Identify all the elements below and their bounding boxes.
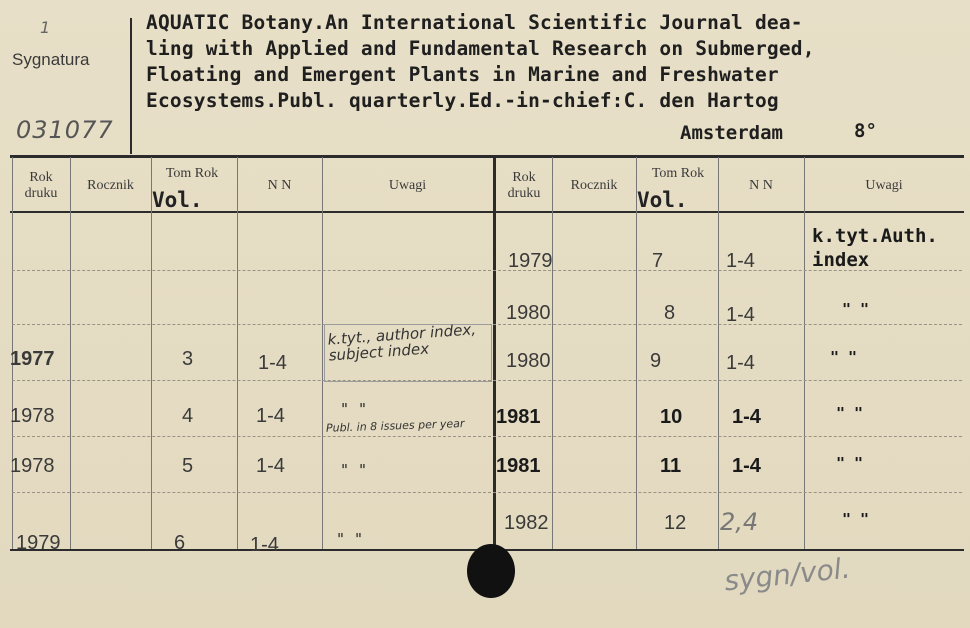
right-row-year: 1981 <box>496 406 541 428</box>
left-row-ditto: " " <box>340 400 368 418</box>
left-row-vol: 3 <box>182 348 194 370</box>
title-line-3: Floating and Emergent Plants in Marine and Freshwater <box>146 63 779 86</box>
right-row-nn: 1-4 <box>726 352 755 374</box>
col-divider <box>70 157 71 549</box>
row-guide <box>12 492 962 493</box>
header-tom-rok-right: Tom Rok <box>651 166 705 181</box>
right-row-year: 1980 <box>506 350 551 372</box>
header-tom-rok: Tom Rok <box>165 166 219 181</box>
header-vol-stamp: Vol. <box>152 188 203 212</box>
left-row-note: k.tyt., author index, subject index <box>327 320 477 365</box>
right-row-note: " " <box>842 510 870 528</box>
right-row-nn: 1-4 <box>732 406 761 428</box>
right-row-note: " " <box>836 454 864 472</box>
left-row-nn: 1-4 <box>250 534 279 556</box>
center-divider <box>493 157 496 549</box>
left-row-note: " " <box>340 461 368 479</box>
left-row-vol: 4 <box>182 405 194 427</box>
right-row-vol: 10 <box>660 406 683 428</box>
col-divider <box>552 157 553 549</box>
right-row-note: " " <box>836 404 864 422</box>
header-nn-right: N N <box>749 178 773 193</box>
header-rocznik-right: Rocznik <box>570 178 618 193</box>
left-row-year: 1978 <box>10 455 55 477</box>
header-uwagi-right: Uwagi <box>865 178 903 193</box>
title-line-1: AQUATIC Botany.An International Scientific Journal dea- <box>146 11 803 34</box>
left-row-nn: 1-4 <box>256 405 285 427</box>
right-row-note: " " <box>842 300 870 318</box>
title-line-4: Ecosystems.Publ. quarterly.Ed.-in-chief:C. den Hartog <box>146 89 779 112</box>
left-row-year: 1979 <box>16 532 61 554</box>
col-divider <box>804 157 805 549</box>
header-nn: N N <box>267 178 292 193</box>
header-vol-stamp-right: Vol. <box>637 188 688 212</box>
right-row-nn: 1-4 <box>726 250 755 272</box>
right-row-vol: 9 <box>650 350 662 372</box>
right-row-vol: 8 <box>664 302 676 324</box>
right-row-year: 1981 <box>496 455 541 477</box>
right-row-note: k.tyt.Auth. index <box>812 225 938 271</box>
right-row-year: 1982 <box>504 512 549 534</box>
signature-divider <box>130 18 132 154</box>
col-divider <box>151 157 152 549</box>
header-rocznik: Rocznik <box>87 178 134 193</box>
header-uwagi: Uwagi <box>388 178 427 193</box>
col-divider <box>237 157 238 549</box>
title-line-2: ling with Applied and Fundamental Research on Submerged, <box>146 37 815 60</box>
right-row-year: 1980 <box>506 302 551 324</box>
left-row-year: 1978 <box>10 405 55 427</box>
signature-number: 031077 <box>16 116 114 144</box>
col-divider <box>636 157 637 549</box>
right-row-year: 1979 <box>508 250 553 272</box>
header-rok-druku-right: Rok druku <box>507 170 541 201</box>
right-row-note: " " <box>830 348 858 366</box>
row-guide <box>12 436 962 437</box>
right-row-nn: 1-4 <box>732 455 761 477</box>
publication-place: Amsterdam <box>680 122 783 144</box>
left-row-year: 1977 <box>10 348 55 370</box>
pencil-note: sygn/vol. <box>722 551 852 598</box>
header-rok-druku: Rok druku <box>24 170 58 201</box>
left-row-vol: 5 <box>182 455 194 477</box>
signature-label: Sygnatura <box>12 50 90 69</box>
col-divider <box>322 157 323 549</box>
right-row-nn: 1-4 <box>726 304 755 326</box>
left-row-note: " " <box>336 530 364 548</box>
journal-title <box>146 10 961 114</box>
right-row-vol: 12 <box>664 512 687 534</box>
left-row-note: Publ. in 8 issues per year <box>325 416 465 435</box>
punch-hole <box>467 544 515 598</box>
left-row-nn: 1-4 <box>256 455 285 477</box>
publication-format: 8° <box>854 120 877 142</box>
table-top-rule <box>10 155 964 158</box>
left-row-vol: 6 <box>174 532 186 554</box>
signature-mark: 1 <box>40 18 51 37</box>
left-row-nn: 1-4 <box>258 352 287 374</box>
col-divider <box>718 157 719 549</box>
right-row-vol: 7 <box>652 250 664 272</box>
right-row-nn: 2,4 <box>720 508 759 536</box>
right-row-vol: 11 <box>660 455 682 477</box>
